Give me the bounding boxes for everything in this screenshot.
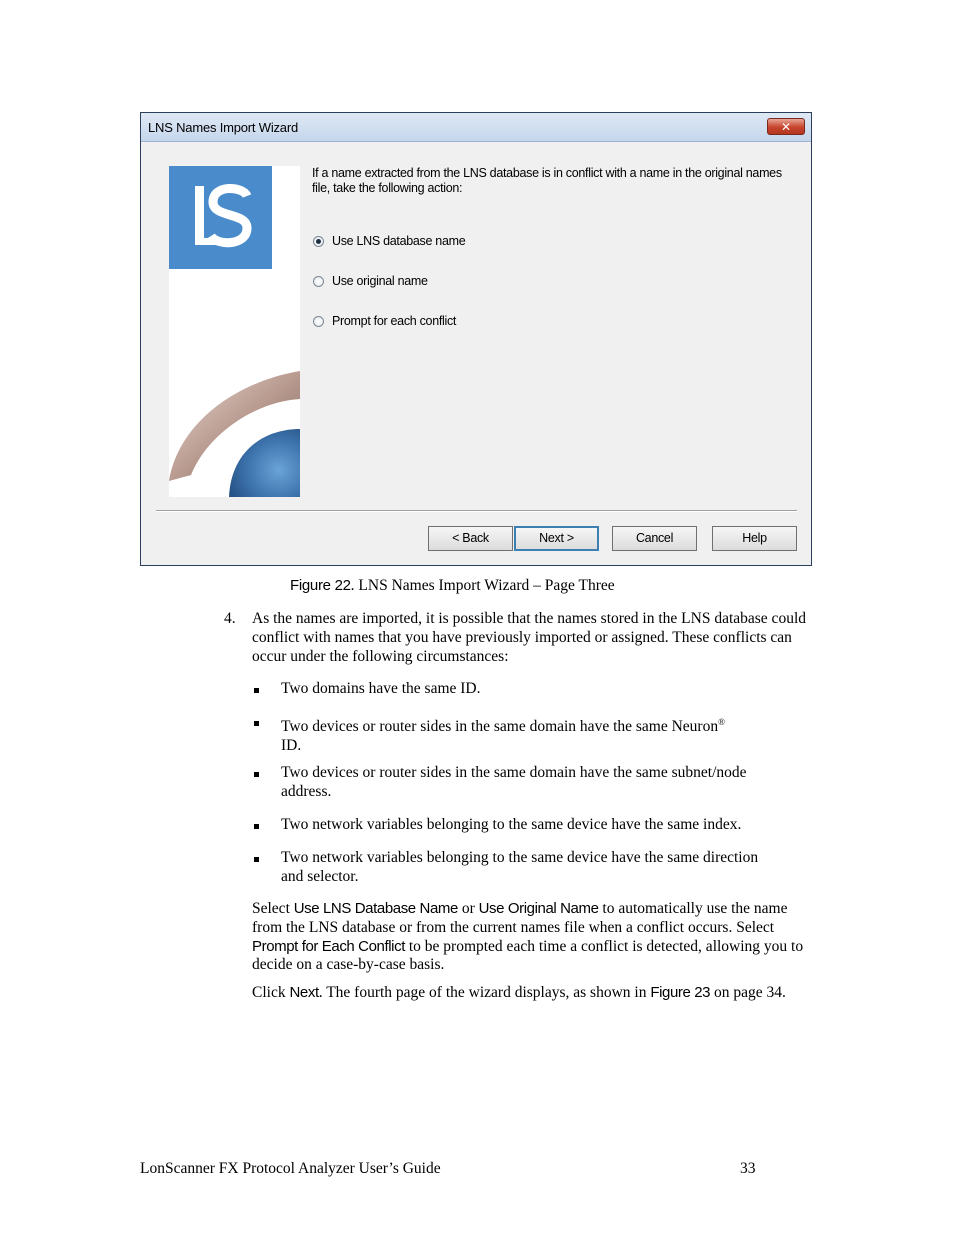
bullet-item-text: Two devices or router sides in the same domain have the same Neuron	[281, 718, 719, 736]
bullet-item-tail: ID.	[281, 736, 302, 754]
bullet-item: Two network variables belonging to the same device have the same index.	[281, 816, 742, 833]
text-run: to automatically use the name from the LNS database or from the current names file when a conflict occurs. Select	[252, 900, 788, 936]
bullet-item: Two domains have the same ID.	[281, 680, 481, 697]
next-button[interactable]: Next >	[514, 526, 599, 551]
ls-logo-icon	[169, 166, 272, 269]
registered-mark: ®	[718, 717, 725, 727]
bullet-marker	[254, 857, 259, 862]
ls-logo	[169, 166, 272, 269]
text-run: . The fourth page of the wizard displays, as shown in	[318, 984, 651, 1001]
text-run: Click	[252, 984, 290, 1001]
figure-link[interactable]: Figure 23	[650, 984, 711, 1001]
wizard-dialog	[140, 112, 812, 566]
cancel-button[interactable]: Cancel	[612, 526, 697, 551]
title-bar[interactable]	[141, 113, 811, 142]
step-number: 4.	[224, 610, 236, 627]
bullet-item: Two network variables belonging to the same device have the same direction and selector.	[281, 849, 759, 885]
figure-label: Figure 22	[290, 577, 351, 594]
click-paragraph	[252, 984, 812, 1003]
text-run: or	[457, 900, 479, 917]
close-button[interactable]	[767, 118, 805, 135]
eye-graphic-icon	[169, 371, 300, 497]
option-label: Use LNS database name	[332, 234, 466, 248]
bullet-marker	[254, 721, 259, 726]
wizard-side-graphic	[169, 166, 300, 497]
option-use-lns-name[interactable]	[313, 233, 465, 249]
ui-term: Prompt for Each Conflict	[252, 937, 405, 955]
select-paragraph	[252, 900, 810, 975]
dialog-title: LNS Names Import Wizard	[148, 120, 298, 135]
bullet-marker	[254, 688, 259, 693]
option-prompt-each[interactable]	[313, 313, 456, 329]
back-button[interactable]: < Back	[428, 526, 513, 551]
ui-term: Use LNS Database Name	[293, 900, 458, 917]
ui-term: Next	[289, 984, 319, 1001]
button-separator	[156, 510, 797, 512]
option-use-original-name[interactable]	[313, 273, 428, 289]
option-label: Use original name	[332, 274, 428, 288]
bullet-item: Two devices or router sides in the same domain have the same subnet/node address.	[281, 764, 747, 800]
footer-title: LonScanner FX Protocol Analyzer User’s Guide	[140, 1160, 441, 1177]
bullet-item	[281, 713, 815, 756]
bullet-marker	[254, 772, 259, 777]
caption-text: . LNS Names Import Wizard – Page Three	[350, 577, 615, 594]
radio-button[interactable]	[313, 316, 324, 327]
help-button[interactable]: Help	[712, 526, 797, 551]
bullet-marker	[254, 824, 259, 829]
step-intro: As the names are imported, it is possible that the names stored in the LNS database could conflict with names that you have previously imported or assigned. These conflicts can occur under the following circumstances:	[252, 610, 806, 665]
ui-term: Use Original Name	[478, 900, 599, 917]
figure-caption	[290, 577, 615, 595]
page-number: 33	[740, 1160, 756, 1177]
radio-button[interactable]	[313, 236, 324, 247]
text-run: on page 34.	[710, 984, 786, 1001]
text-run: to be prompted each time a conflict is detected, allowing you to decide on a case-by-case basis.	[252, 937, 804, 974]
radio-button[interactable]	[313, 276, 324, 287]
text-run: Select	[252, 900, 294, 917]
option-label: Prompt for each conflict	[332, 314, 457, 328]
close-icon: ✕	[780, 120, 792, 134]
wizard-prompt: If a name extracted from the LNS database is in conflict with a name in the original names file, take the following action:	[312, 166, 782, 195]
